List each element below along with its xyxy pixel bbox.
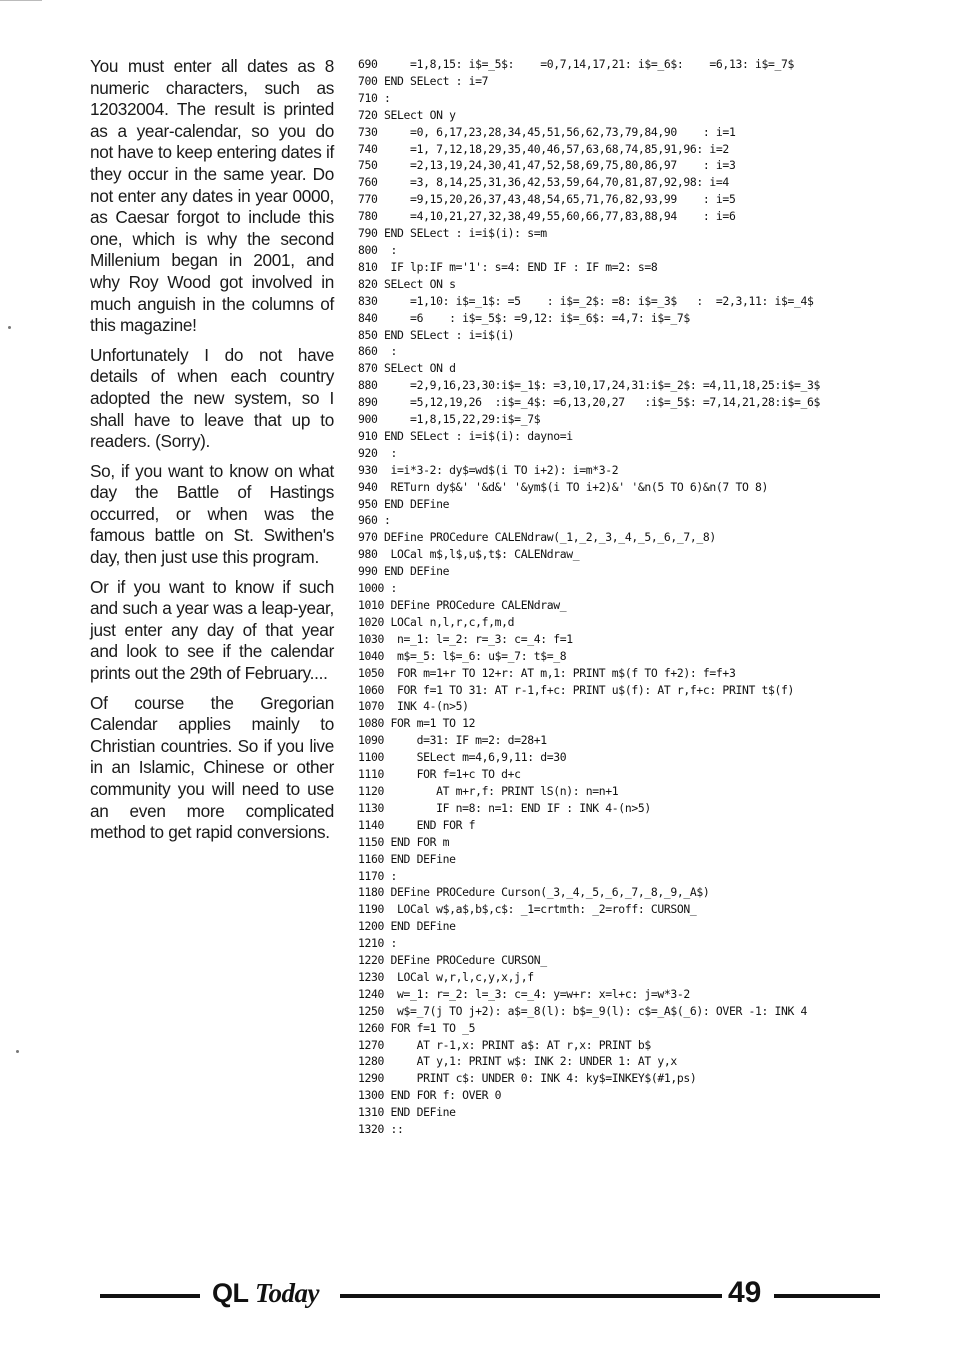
- listing-line: 820 SELect ON s: [358, 276, 456, 291]
- article-paragraph: Or if you want to know if such and such a year was a leap-year, just enter any day of that year and look to see if the calendar prints out the 29th of February....: [90, 576, 334, 684]
- listing-line: 1070 INK 4-(n>5): [358, 699, 469, 714]
- listing-line: 1260 FOR f=1 TO _5: [358, 1020, 476, 1035]
- listing-line: 1120 AT m+r,f: PRINT lS(n): n=n+1: [358, 783, 619, 798]
- listing-line: 1060 FOR f=1 TO 31: AT r-1,f+c: PRINT u$(f): AT r,f+c: PRINT t$(f): [358, 682, 795, 697]
- listing-line: 870 SELect ON d: [358, 361, 456, 376]
- footer-rule-right: [774, 1294, 880, 1298]
- listing-line: 700 END SELect : i=7: [358, 73, 489, 88]
- listing-line: 850 END SELect : i=i$(i): [358, 327, 515, 342]
- article-paragraph: Of course the Gregorian Calendar applies mainly to Christian countries. So if you live in an Islamic, Chinese or other community you will need to use an even more complicated method to get rapid conversions.: [90, 692, 334, 843]
- listing-line: 1290 PRINT c$: UNDER 0: INK 4: ky$=INKEY$(#1,ps): [358, 1071, 697, 1086]
- listing-line: 960 :: [358, 513, 391, 528]
- listing-line: 930 i=i*3-2: dy$=wd$(i TO i+2): i=m*3-2: [358, 462, 619, 477]
- listing-line: 710 :: [358, 90, 391, 105]
- article-text-column: [90, 56, 334, 852]
- program-listing: [358, 56, 898, 1138]
- page-footer: [0, 1276, 970, 1316]
- margin-speck: [8, 326, 11, 329]
- listing-line: 1010 DEFine PROCedure CALENdraw_: [358, 598, 567, 612]
- listing-line: 1190 LOCal w$,a$,b$,c$: _1=crtmth: _2=roff: CURSON_: [358, 902, 697, 917]
- listing-line: 770 =9,15,20,26,37,43,48,54,65,71,76,82,93,99 : i=5: [358, 192, 736, 207]
- listing-line: 990 END DEFine: [358, 564, 450, 579]
- magazine-logo: [212, 1278, 319, 1309]
- listing-line: 900 =1,8,15,22,29:i$=_7$: [358, 412, 541, 427]
- listing-line: 780 =4,10,21,27,32,38,49,55,60,66,77,83,88,94 : i=6: [358, 209, 736, 224]
- listing-line: 1000 :: [358, 581, 398, 596]
- listing-line: 1320 ::: [358, 1122, 404, 1137]
- listing-line: 760 =3, 8,14,25,31,36,42,53,59,64,70,81,87,92,98: i=4: [358, 175, 729, 190]
- listing-line: 1050 FOR m=1+r TO 12+r: AT m,1: PRINT m$(f TO f+2): f=f+3: [358, 665, 736, 680]
- scan-edge-mark: [0, 0, 42, 1]
- listing-line: 950 END DEFine: [358, 496, 450, 511]
- listing-line: 1280 AT y,1: PRINT w$: INK 2: UNDER 1: AT y,x: [358, 1054, 677, 1069]
- listing-line: 1030 n=_1: l=_2: r=_3: c=_4: f=1: [358, 631, 573, 646]
- footer-rule-left: [100, 1294, 200, 1298]
- listing-line: 750 =2,13,19,24,30,41,47,52,58,69,75,80,86,97 : i=3: [358, 158, 736, 173]
- listing-line: 1170 :: [358, 868, 398, 883]
- listing-line: 810 IF lp:IF m='1': s=4: END IF : IF m=2: s=8: [358, 259, 658, 274]
- listing-line: 1210 :: [358, 936, 398, 951]
- listing-line: 1150 END FOR m: [358, 834, 450, 849]
- listing-line: 690 =1,8,15: i$=_5$: =0,7,14,17,21: i$=_6$: =6,13: i$=_7$: [358, 57, 795, 71]
- listing-line: 730 =0, 6,17,23,28,34,45,51,56,62,73,79,84,90 : i=1: [358, 124, 736, 139]
- listing-line: 1110 FOR f=1+c TO d+c: [358, 767, 521, 782]
- listing-line: 1200 END DEFine: [358, 919, 456, 934]
- listing-line: 1140 END FOR f: [358, 817, 476, 832]
- listing-line: 1180 DEFine PROCedure Curson(_3,_4,_5,_6,_7,_8,_9,_A$): [358, 885, 710, 900]
- listing-line: 1240 w=_1: r=_2: l=_3: c=_4: y=w+r: x=l+c: j=w*3-2: [358, 986, 690, 1001]
- listing-line: 940 RETurn dy$&' '&d&' '&ym$(i TO i+2)&' '&n(5 TO 6)&n(7 TO 8): [358, 479, 768, 494]
- listing-line: 1090 d=31: IF m=2: d=28+1: [358, 733, 547, 748]
- listing-line: 910 END SELect : i=i$(i): dayno=i: [358, 428, 573, 443]
- listing-line: 1250 w$=_7(j TO j+2): a$=_8(l): b$=_9(l): c$=_A$(_6): OVER -1: INK 4: [358, 1003, 808, 1018]
- listing-line: 1020 LOCal n,l,r,c,f,m,d: [358, 614, 515, 629]
- listing-line: 890 =5,12,19,26 :i$=_4$: =6,13,20,27 :i$=_5$: =7,14,21,28:i$=_6$: [358, 395, 821, 410]
- listing-line: 1220 DEFine PROCedure CURSON_: [358, 953, 547, 968]
- listing-line: 840 =6 : i$=_5$: =9,12: i$=_6$: =4,7: i$=_7$: [358, 310, 690, 325]
- listing-line: 1080 FOR m=1 TO 12: [358, 716, 476, 731]
- footer-rule-middle: [340, 1294, 722, 1298]
- listing-line: 1100 SELect m=4,6,9,11: d=30: [358, 750, 567, 765]
- article-paragraph: Unfortunately I do not have details of when each country adopted the new system, so I shall have to leave that up to readers. (Sorry).: [90, 344, 334, 452]
- listing-line: 1230 LOCal w,r,l,c,y,x,j,f: [358, 969, 534, 984]
- logo-today: Today: [255, 1278, 320, 1308]
- listing-line: 1040 m$=_5: l$=_6: u$=_7: t$=_8: [358, 648, 567, 663]
- article-paragraph: So, if you want to know on what day the Battle of Hastings occurred, or when was the famous battle on St. Swithen's day, then just use this program.: [90, 460, 334, 568]
- listing-line: 980 LOCal m$,l$,u$,t$: CALENdraw_: [358, 547, 580, 562]
- listing-line: 1310 END DEFine: [358, 1105, 456, 1120]
- listing-line: 740 =1, 7,12,18,29,35,40,46,57,63,68,74,85,91,96: i=2: [358, 141, 729, 156]
- listing-line: 830 =1,10: i$=_1$: =5 : i$=_2$: =8: i$=_3$ : =2,3,11: i$=_4$: [358, 293, 814, 308]
- listing-line: 970 DEFine PROCedure CALENdraw(_1,_2,_3,_4,_5,_6,_7,_8): [358, 530, 716, 545]
- logo-ql: QL: [212, 1278, 249, 1308]
- listing-line: 720 SELect ON y: [358, 107, 456, 122]
- page-number: 49: [728, 1276, 762, 1309]
- listing-line: 860 :: [358, 344, 398, 359]
- listing-line: 1270 AT r-1,x: PRINT a$: AT r,x: PRINT b$: [358, 1037, 651, 1052]
- listing-line: 1130 IF n=8: n=1: END IF : INK 4-(n>5): [358, 800, 651, 815]
- listing-line: 800 :: [358, 242, 398, 257]
- margin-speck: [16, 1050, 19, 1053]
- listing-line: 880 =2,9,16,23,30:i$=_1$: =3,10,17,24,31:i$=_2$: =4,11,18,25:i$=_3$: [358, 378, 821, 393]
- article-paragraph: You must enter all dates as 8 numeric characters, such as 12032004. The result is printed as a year-calendar, so you do not have to keep entering dates if they occur in the same year. Do not enter any dates in year 0000, as Caesar forgot to include this one, which is why the second Millenium began in 2001, and why Roy Wood got involved in much anguish in the columns of this magazine!: [90, 56, 334, 336]
- listing-line: 920 :: [358, 445, 398, 460]
- listing-line: 1160 END DEFine: [358, 851, 456, 866]
- listing-line: 790 END SELect : i=i$(i): s=m: [358, 226, 547, 241]
- listing-line: 1300 END FOR f: OVER 0: [358, 1088, 502, 1103]
